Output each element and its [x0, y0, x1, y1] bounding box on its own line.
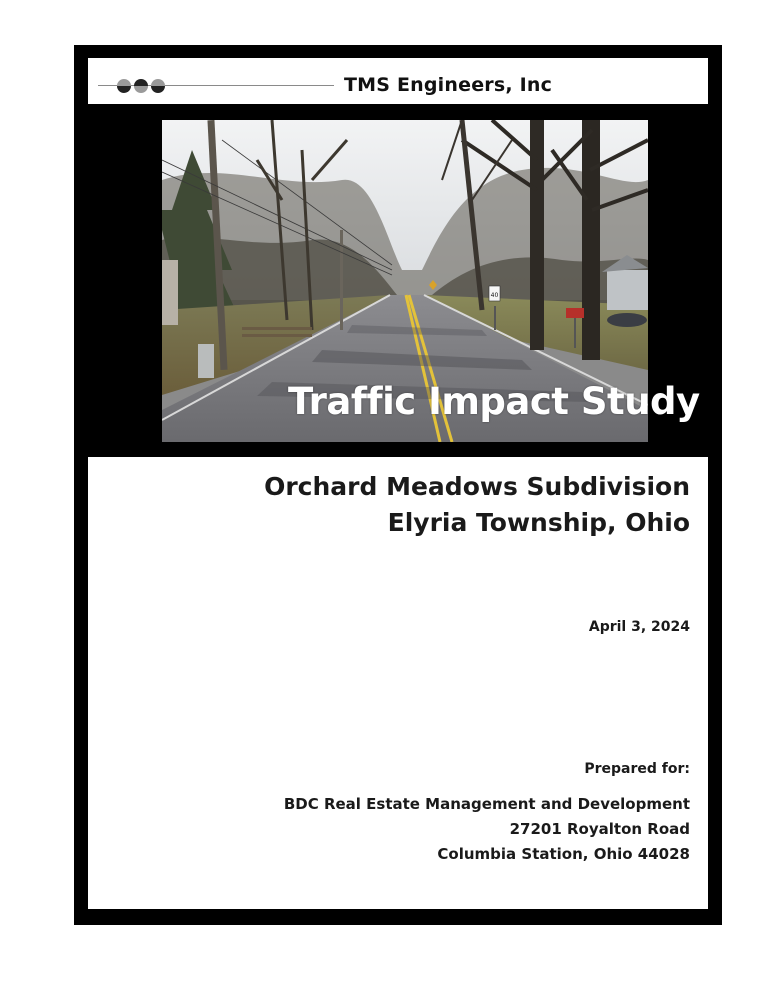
company-name: TMS Engineers, Inc	[344, 74, 553, 96]
logo-dot-icon	[151, 79, 165, 93]
report-date: April 3, 2024	[588, 619, 690, 635]
prepared-for-label: Prepared for:	[584, 761, 690, 777]
project-location: Elyria Township, Ohio	[387, 508, 690, 537]
project-name: Orchard Meadows Subdivision	[264, 472, 690, 501]
logo-dot-icon	[117, 79, 131, 93]
header-bar	[88, 58, 708, 104]
document-title: Traffic Impact Study	[288, 380, 700, 423]
client-name: BDC Real Estate Management and Development	[283, 795, 690, 813]
client-city: Columbia Station, Ohio 44028	[437, 845, 690, 863]
speed-limit-sign: 40	[490, 292, 499, 299]
logo-dot-icon	[134, 79, 148, 93]
client-street: 27201 Royalton Road	[509, 820, 690, 838]
